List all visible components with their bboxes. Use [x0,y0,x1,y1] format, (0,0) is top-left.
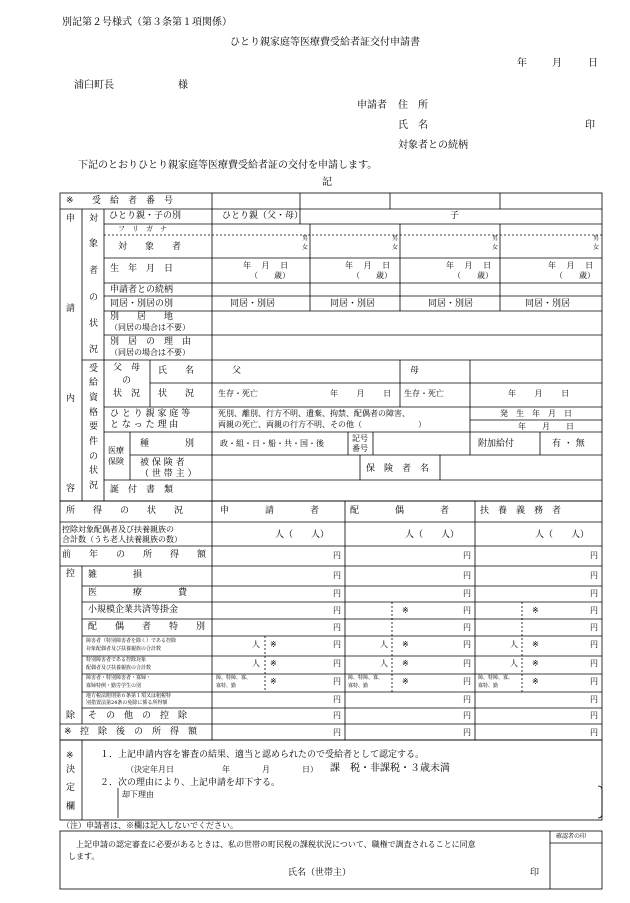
cohabitation-value-1: 同居・別居 [230,299,276,309]
reason-text-1: 死別、離別、行方不明、遺棄、拘禁、配偶者の障害、 [218,409,410,418]
reason-text-2: 両親の死亡、両親の行方不明、その他（ ） [218,420,426,429]
insurance-kind-value: 政・組・日・船・共・国・後 [220,439,324,448]
gender-f-4: 女 [593,244,600,251]
yen-7a: 円 [333,659,341,668]
misc-loss-label: 雑 損 [88,570,143,580]
asterisk-4c: ※ [532,606,539,615]
yen-11b: 円 [463,728,471,737]
yen-4c: 円 [590,606,598,615]
elig-side-5: 要 [89,422,99,432]
asterisk-8c: ※ [532,677,539,686]
decision-date: （決定年月日 年 月 日） [126,765,318,774]
dob-age-1: （ 歳） [250,271,290,280]
asterisk-6a: ※ [270,640,277,649]
widow-label-1: 障害者・特別障害者・寡婦・ [86,675,152,681]
decision-side-3: 定 [66,783,76,793]
dob-age-2: （ 歳） [352,271,392,280]
yen-5a: 円 [333,623,341,632]
elig-side-2: 給 [89,378,99,388]
yen-5c: 円 [590,623,598,632]
decision-tax-status: 課 税・非課税・３歳未満 [330,763,450,774]
asterisk-6c: ※ [532,640,539,649]
household-head-label: 氏名（世帯主） [288,868,352,878]
elig-side-6: 件 [89,437,99,447]
yen-10b: 円 [463,711,471,720]
recipient-asterisk: ※ [66,196,74,206]
yen-3b: 円 [463,589,471,598]
deps-supporter: 人（ 人） [535,530,590,540]
date-year-label: 年 [517,58,527,69]
form-number: 別記第２号様式（第３条第１項関係） [62,17,232,28]
cohabitation-value-4: 同居・別居 [525,299,571,309]
yen-3a: 円 [333,589,341,598]
cohabitation-label: 同居・別居の別 [110,299,174,309]
decision-line-1: １．上記申請内容を審査の結果、適当と認められたので受給者として認定する。 [100,750,425,760]
subject-side-3: 者 [89,266,99,276]
other-deduction-label: そ の 他 の 控 除 [88,711,188,721]
insurer-name-label: 保 険 者 名 [366,464,430,474]
father-ymd: 年 月 日 [330,389,392,398]
disabled-label-2: 対象配偶者及び扶養親族の合計数 [86,646,162,652]
reason-label-1: ひ と り 親 家 庭 等 [110,409,191,419]
confirmer-seal-label: 確認者の印 [556,833,587,840]
income-col-supporter: 扶 養 義 務 者 [480,506,562,516]
special-disabled-label-2: 配偶者及び扶養親族の合計数 [86,665,152,671]
date-day-label: 日 [588,58,598,69]
dob-ymd-4: 年 月 日 [548,261,594,270]
nin-7a: 人 [252,659,260,668]
applicant-label: 申請者 [357,100,387,111]
symbol-label-1: 記号 [352,434,368,443]
consent-line-2: します。 [68,852,100,861]
insured-sub: （ 世 帯 主 ） [140,469,197,479]
dob-age-4: （ 歳） [555,271,595,280]
asterisk-8a: ※ [270,677,277,686]
yen-1c: 円 [590,551,598,560]
yen-6b: 円 [463,640,471,649]
after-deduction-asterisk: ※ [64,727,72,737]
insurance-kind-label: 種 別 [140,439,195,449]
side-label-sei: 請 [66,304,76,314]
elig-side-8: 状 [89,466,99,476]
subject-side-4: の [89,293,99,303]
subject-label: 対 象 者 [118,242,182,252]
income-col-spouse: 配 偶 者 [350,506,450,516]
local-tax-label-1: 地方税法附則第６条第１項又は租税特 [86,693,172,699]
dob-label: 生 年 月 日 [110,264,174,274]
separate-address-label: 別 居 地 [110,312,174,322]
child-column: 子 [450,211,460,221]
addressee: 浦臼町長 [74,80,114,91]
father-label: 父 [232,366,242,376]
widow-opts-a-2: 寡特、勤 [216,683,237,689]
yen-11c: 円 [590,728,598,737]
decision-side-2: 決 [66,765,76,775]
mother-ymd: 年 月 日 [508,389,570,398]
nin-7b: 人 [380,659,388,668]
yen-7c: 円 [590,659,598,668]
yen-7b: 円 [463,659,471,668]
elig-side-9: 況 [89,481,99,491]
decision-line-2: ２．次の理由により、上記申請を却下する。 [100,778,281,788]
widow-label-2: 寡婦特例・勤労学生の別 [86,683,142,689]
subject-side-6: 況 [89,345,99,355]
yen-8b: 円 [463,677,471,686]
parent-column: ひとり親（父・母） [222,211,304,221]
asterisk-4b: ※ [402,606,409,615]
gender-f-1: 女 [302,244,309,251]
yen-6c: 円 [590,640,598,649]
yen-2b: 円 [463,571,471,580]
widow-opts-b-1: 障、特障、寡、 [348,675,384,681]
yen-11a: 円 [333,728,341,737]
nin-7c: 人 [510,659,518,668]
reason-label-2: と な っ た 理 由 [110,420,179,430]
nin-6a: 人 [252,640,260,649]
dob-ymd-2: 年 月 日 [345,261,391,270]
asterisk-6b: ※ [402,640,409,649]
furigana-label: フ リ ガ ナ [118,225,167,233]
father-alive-dead: 生存・死亡 [218,389,258,398]
yen-8c: 円 [590,677,598,686]
side-label-you: 容 [66,484,76,494]
yen-10c: 円 [590,711,598,720]
attached-documents-label: 誕 付 書 類 [110,485,174,495]
parents-status-label: 状 況 [113,389,141,399]
deduction-side-1: 控 [66,569,76,579]
ki-label: 記 [322,177,332,188]
local-tax-label-2: 別措置法第24条の免除に係る所得額 [86,700,168,706]
asterisk-7c: ※ [532,659,539,668]
disabled-label-1: 障害者（特別障害者を除く）である控除 [86,638,177,644]
side-label-shin: 申 [66,214,76,224]
occurrence-ymd: 年 月 日 [518,422,574,431]
asterisk-8b: ※ [402,677,409,686]
yen-4b: 円 [463,606,471,615]
deps-label-2: 合計数（うち老人扶養親族の数） [62,535,182,544]
after-deduction-label: 控 除 後 の 所 得 額 [80,727,198,737]
relation-to-applicant-label: 申請者との続柄 [110,285,174,295]
yen-10a: 円 [333,711,341,720]
dob-ymd-1: 年 月 日 [243,261,289,270]
footer-note: （注）申請者は、※欄は記入しないでください。 [62,821,238,830]
additional-benefit-label: 附加給付 [478,439,515,449]
yen-2a: 円 [333,571,341,580]
yen-9a: 円 [333,695,341,704]
special-disabled-label-1: 特別障害者である控除対象 [86,657,147,663]
parents-no: の [122,376,132,386]
household-head-seal: 印 [530,868,540,878]
separate-reason-note: （同居の場合は不要） [110,348,190,357]
subject-side-1: 対 [89,214,99,224]
gender-f-3: 女 [492,244,499,251]
subject-side-5: 状 [89,319,99,329]
asterisk-7b: ※ [402,659,409,668]
deps-spouse: 人（ 人） [405,530,460,540]
elig-side-4: 格 [89,408,99,418]
recipient-number-label: 受 給 者 番 号 [92,196,174,206]
yen-8a: 円 [333,677,341,686]
consent-line-1: 上記申請の認定審査に必要があるときは、私の世帯の町民税の課税状況について、職権で調査されることに同意 [76,840,476,849]
separate-reason-label: 別 居 の 理 由 [110,337,192,347]
dob-ymd-3: 年 月 日 [446,261,492,270]
cohabitation-value-3: 同居・別居 [428,299,474,309]
elig-side-7: の [89,452,99,462]
symbol-label-2: 番号 [352,444,368,453]
yen-9b: 円 [463,695,471,704]
parent-status-col: 状 況 [158,389,195,399]
widow-opts-c-2: 寡特、勤 [478,683,499,689]
yen-2c: 円 [590,571,598,580]
deduction-side-2: 除 [66,711,76,721]
applicant-name-label: 氏 名 [398,120,428,131]
dob-age-3: （ 歳） [453,271,493,280]
side-label-nai: 内 [66,394,76,404]
occurrence-date-label: 発 生 年 月 日 [500,409,572,418]
yen-1a: 円 [333,551,341,560]
parent-name-col: 氏 名 [158,366,195,376]
nin-6c: 人 [510,640,518,649]
income-col-applicant: 申 請 者 [220,506,320,516]
yen-3c: 円 [590,589,598,598]
elig-side-3: 資 [89,393,99,403]
gender-m-4: 男 [593,235,600,242]
cohabitation-value-2: 同居・別居 [330,299,376,309]
insurance-side-1: 医療 [108,446,124,455]
relation-label: 対象者との続柄 [398,140,468,151]
mother-alive-dead: 生存・死亡 [404,389,444,398]
deps-label-1: 控除対象配偶者及び扶養親族の [62,525,174,534]
form-title: ひとり親家庭等医療費受給者証交付申請書 [230,37,420,48]
small-biz-label: 小規模企業共済等掛金 [88,605,179,615]
applicant-address-label: 住 所 [398,100,428,111]
yen-4a: 円 [333,606,341,615]
insurance-side-2: 保険 [108,457,124,466]
yen-9c: 円 [590,695,598,704]
reject-reason-label: 却下理由 [122,790,154,799]
widow-opts-a-1: 障、特障、寡、 [216,675,252,681]
income-heading: 所 得 の 状 況 [66,506,184,516]
widow-opts-c-1: 障、特障、寡、 [478,675,514,681]
elig-side-1: 受 [89,364,99,374]
widow-opts-b-2: 寡特、勤 [348,683,369,689]
yen-5b: 円 [463,623,471,632]
gender-m-1: 男 [302,235,309,242]
gender-m-3: 男 [492,235,499,242]
mother-label: 母 [410,366,420,376]
additional-benefit-value: 有 ・ 無 [552,439,585,449]
spouse-special-label: 配 偶 者 特 別 [88,622,206,632]
separate-address-note: （同居の場合は不要） [110,323,190,332]
gender-f-2: 女 [392,244,399,251]
nin-6b: 人 [380,640,388,649]
parent-child-label: ひとり親・子の別 [109,211,182,221]
insured-label: 被 保 険 者 [140,458,185,468]
addressee-honorific: 様 [178,80,188,91]
subject-side-2: 象 [89,239,99,249]
medical-label: 医 療 費 [88,588,188,598]
gender-m-2: 男 [392,235,399,242]
decision-side-4: 欄 [66,802,76,812]
decision-side-1: ※ [66,751,74,761]
asterisk-7a: ※ [270,659,277,668]
intro-text: 下記のとおりひとり親家庭等医療費受給者証の交付を申請します。 [78,160,378,171]
yen-6a: 円 [333,640,341,649]
prev-income-label: 前 年 の 所 得 額 [62,550,207,560]
deps-applicant: 人（ 人） [275,530,330,540]
applicant-seal: 印 [585,120,595,131]
parents-label: 父 母 [113,363,141,373]
yen-1b: 円 [463,551,471,560]
date-month-label: 月 [552,58,562,69]
